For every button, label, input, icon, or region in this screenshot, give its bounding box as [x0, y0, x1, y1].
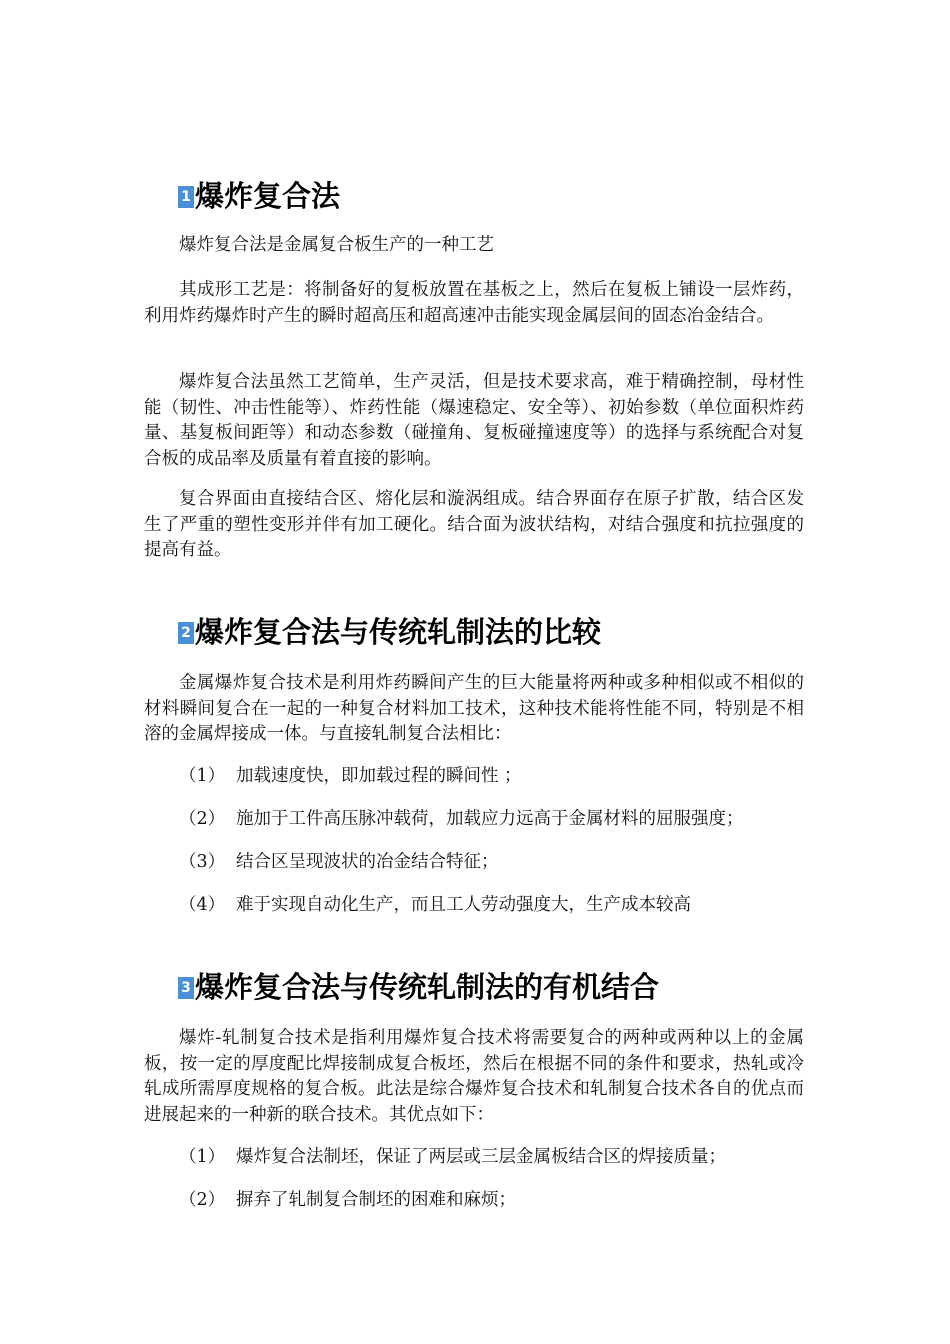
list-item — [179, 850, 799, 876]
list-item-text: 摒弃了轧制复合制坯的困难和麻烦； — [236, 1190, 516, 1210]
list-item-number: （2） — [179, 1190, 226, 1210]
list-item-text: 加载速度快，即加载过程的瞬间性 ； — [236, 766, 522, 786]
section-number-badge: 3 — [178, 977, 194, 999]
list-item — [179, 1188, 799, 1214]
paragraph: 复合界面由直接结合区、熔化层和漩涡组成。结合界面存在原子扩散，结合区发生了严重的塑性变形并伴有加工硬化。结合面为波状结构，对结合强度和抗拉强度的提高有益。 — [144, 489, 804, 560]
list-item — [179, 764, 799, 790]
section-title: 爆炸复合法 — [195, 178, 341, 213]
list-item-text: 爆炸复合法制坯，保证了两层或三层金属板结合区的焊接质量； — [236, 1147, 726, 1167]
list-item-number: （1） — [179, 1147, 226, 1167]
paragraph: 爆炸-轧制复合技术是指利用爆炸复合技术将需要复合的两种或两种以上的金属板，按一定的厚度配比焊接制成复合板坯，然后在根据不同的条件和要求，热轧或冷轧成所需厚度规格的复合板。此法是综合爆炸复合技术和轧制复合技术各自的优点而进展起来的一种新的联合技术。其优点如下： — [144, 1028, 804, 1125]
list-item-number: （2） — [179, 809, 226, 829]
section-title: 爆炸复合法与传统轧制法的比较 — [195, 614, 602, 649]
list-item — [179, 893, 799, 919]
paragraph: 爆炸复合法虽然工艺简单，生产灵活，但是技术要求高，难于精确控制，母材性能（韧性、冲击性能等）、炸药性能（爆速稳定、安全等）、初始参数（单位面积炸药量、基复板间距等）和动态参数（碰撞角、复板碰撞速度等）的选择与系统配合对复合板的成品率及质量有着直接的影响。 — [144, 372, 804, 469]
paragraph: 金属爆炸复合技术是利用炸药瞬间产生的巨大能量将两种或多种相似或不相似的材料瞬间复合在一起的一种复合材料加工技术，这种技术能将性能不同，特别是不相溶的金属焊接成一体。与直接轧制复合法相比： — [144, 673, 804, 744]
section-number-badge: 1 — [178, 186, 194, 208]
list-item-text: 结合区呈现波状的冶金结合特征； — [236, 852, 499, 872]
section-title: 爆炸复合法与传统轧制法的有机结合 — [195, 969, 660, 1004]
list-item-number: （3） — [179, 852, 226, 872]
paragraph: 爆炸复合法是金属复合板生产的一种工艺 — [179, 235, 494, 255]
list-item-text: 施加于工件高压脉冲载荷，加载应力远高于金属材料的屈服强度； — [236, 809, 744, 829]
list-item-text: 难于实现自动化生产，而且工人劳动强度大，生产成本较高 — [236, 895, 691, 915]
list-item — [179, 807, 799, 833]
list-item — [179, 1145, 799, 1171]
list-item-number: （4） — [179, 895, 226, 915]
paragraph: 其成形工艺是：将制备好的复板放置在基板之上，然后在复板上铺设一层炸药，利用炸药爆炸时产生的瞬时超高压和超高速冲击能实现金属层间的固态冶金结合。 — [144, 280, 804, 326]
section-number-badge: 2 — [178, 622, 194, 644]
list-item-number: （1） — [179, 766, 226, 786]
section-heading-3 — [178, 965, 659, 1005]
section-heading-1 — [178, 174, 340, 214]
section-heading-2 — [178, 610, 601, 650]
